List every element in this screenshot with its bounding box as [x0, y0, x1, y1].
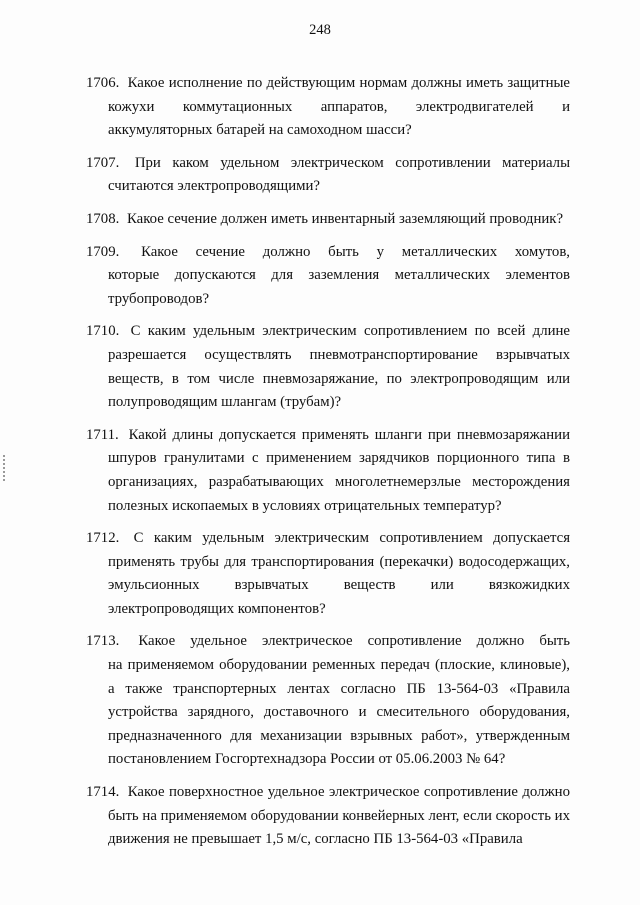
question-first-line [86, 424, 570, 448]
question-first-line [86, 241, 570, 265]
scan-edge-mark [3, 455, 5, 481]
question-continuation: на применяемом оборудовании ременных передач (плоские, клиновые), а также транспортерных лентах согласно ПБ 13-564-03 «Правила устройства зарядного, доставочного и смесительного оборудования, предназначенного для механизации взрывных работ», утвержденным постановлением Госгортехнадзора России от 05.06.2003 № 64? [108, 657, 570, 768]
question-number: 1711. [86, 426, 119, 443]
question-number: 1708. [86, 210, 120, 227]
page-number: 248 [309, 22, 331, 38]
question-first-line [86, 630, 570, 654]
question-item [86, 72, 570, 143]
question-item [86, 781, 570, 852]
question-first-line [86, 72, 570, 96]
question-number: 1706. [86, 75, 120, 91]
question-list [86, 72, 570, 861]
question-number: 1712. [86, 530, 120, 547]
question-continuation: кожухи коммутационных аппаратов, электродвигателей и аккумуляторных батарей на самоходном шасси? [108, 98, 570, 139]
question-item [86, 527, 570, 621]
question-text: Какое поверхностное удельное электрическое сопротивление должно [127, 784, 571, 801]
question-item [86, 320, 570, 414]
question-text: С каким удельным электрическим сопротивлением по всей длине [130, 323, 570, 340]
question-text: При каком удельном электрическом сопротивлении материалы [134, 154, 571, 171]
question-continuation: разрешается осуществлять пневмотранспортирование взрывчатых веществ, в том числе пневмозаряжание, по электропроводящим или полупроводящим шлангам (трубам)? [108, 346, 570, 411]
question-first-line [86, 320, 570, 344]
question-item [86, 208, 570, 232]
question-text: Какое сечение должен иметь инвентарный заземляющий проводник? [127, 210, 564, 227]
question-first-line [86, 152, 570, 176]
question-first-line [86, 208, 570, 232]
question-continuation: считаются электропроводящими? [108, 178, 320, 195]
question-number: 1710. [86, 323, 120, 340]
question-item [86, 241, 570, 312]
question-text: С каким удельным электрическим сопротивлением допускается [133, 530, 571, 547]
question-item [86, 152, 570, 199]
question-first-line [86, 527, 570, 551]
question-continuation: быть на применяемом оборудовании конвейерных лент, если скорость их движения не превышает 1,5 м/с, согласно ПБ 13-564-03 «Правила [108, 807, 570, 848]
question-text: Какой длины допускается применять шланги при пневмозаряжании [128, 426, 570, 443]
question-number: 1714. [86, 784, 120, 801]
question-number: 1709. [86, 243, 120, 260]
question-item [86, 424, 570, 518]
question-item [86, 630, 570, 772]
question-first-line [86, 781, 570, 805]
question-continuation: шпуров гранулитами с применением зарядчиков порционного типа в организациях, разрабатывающих многолетнемерзлые месторождения полезных ископаемых в условиях отрицательных температур? [108, 450, 570, 514]
question-number: 1713. [86, 633, 120, 650]
question-continuation: которые допускаются для заземления металлических элементов трубопроводов? [108, 267, 570, 307]
question-continuation: применять трубы для транспортирования (перекачки) водосодержащих, эмульсионных взрывчатых веществ или вязкожидких электропроводящих компонентов? [108, 553, 570, 617]
question-text: Какое удельное электрическое сопротивление должно быть [138, 633, 571, 650]
question-text: Какое исполнение по действующим нормам должны иметь защитные [127, 75, 570, 91]
question-number: 1707. [86, 154, 120, 171]
question-text: Какое сечение должно быть у металлических хомутов, [141, 243, 571, 260]
